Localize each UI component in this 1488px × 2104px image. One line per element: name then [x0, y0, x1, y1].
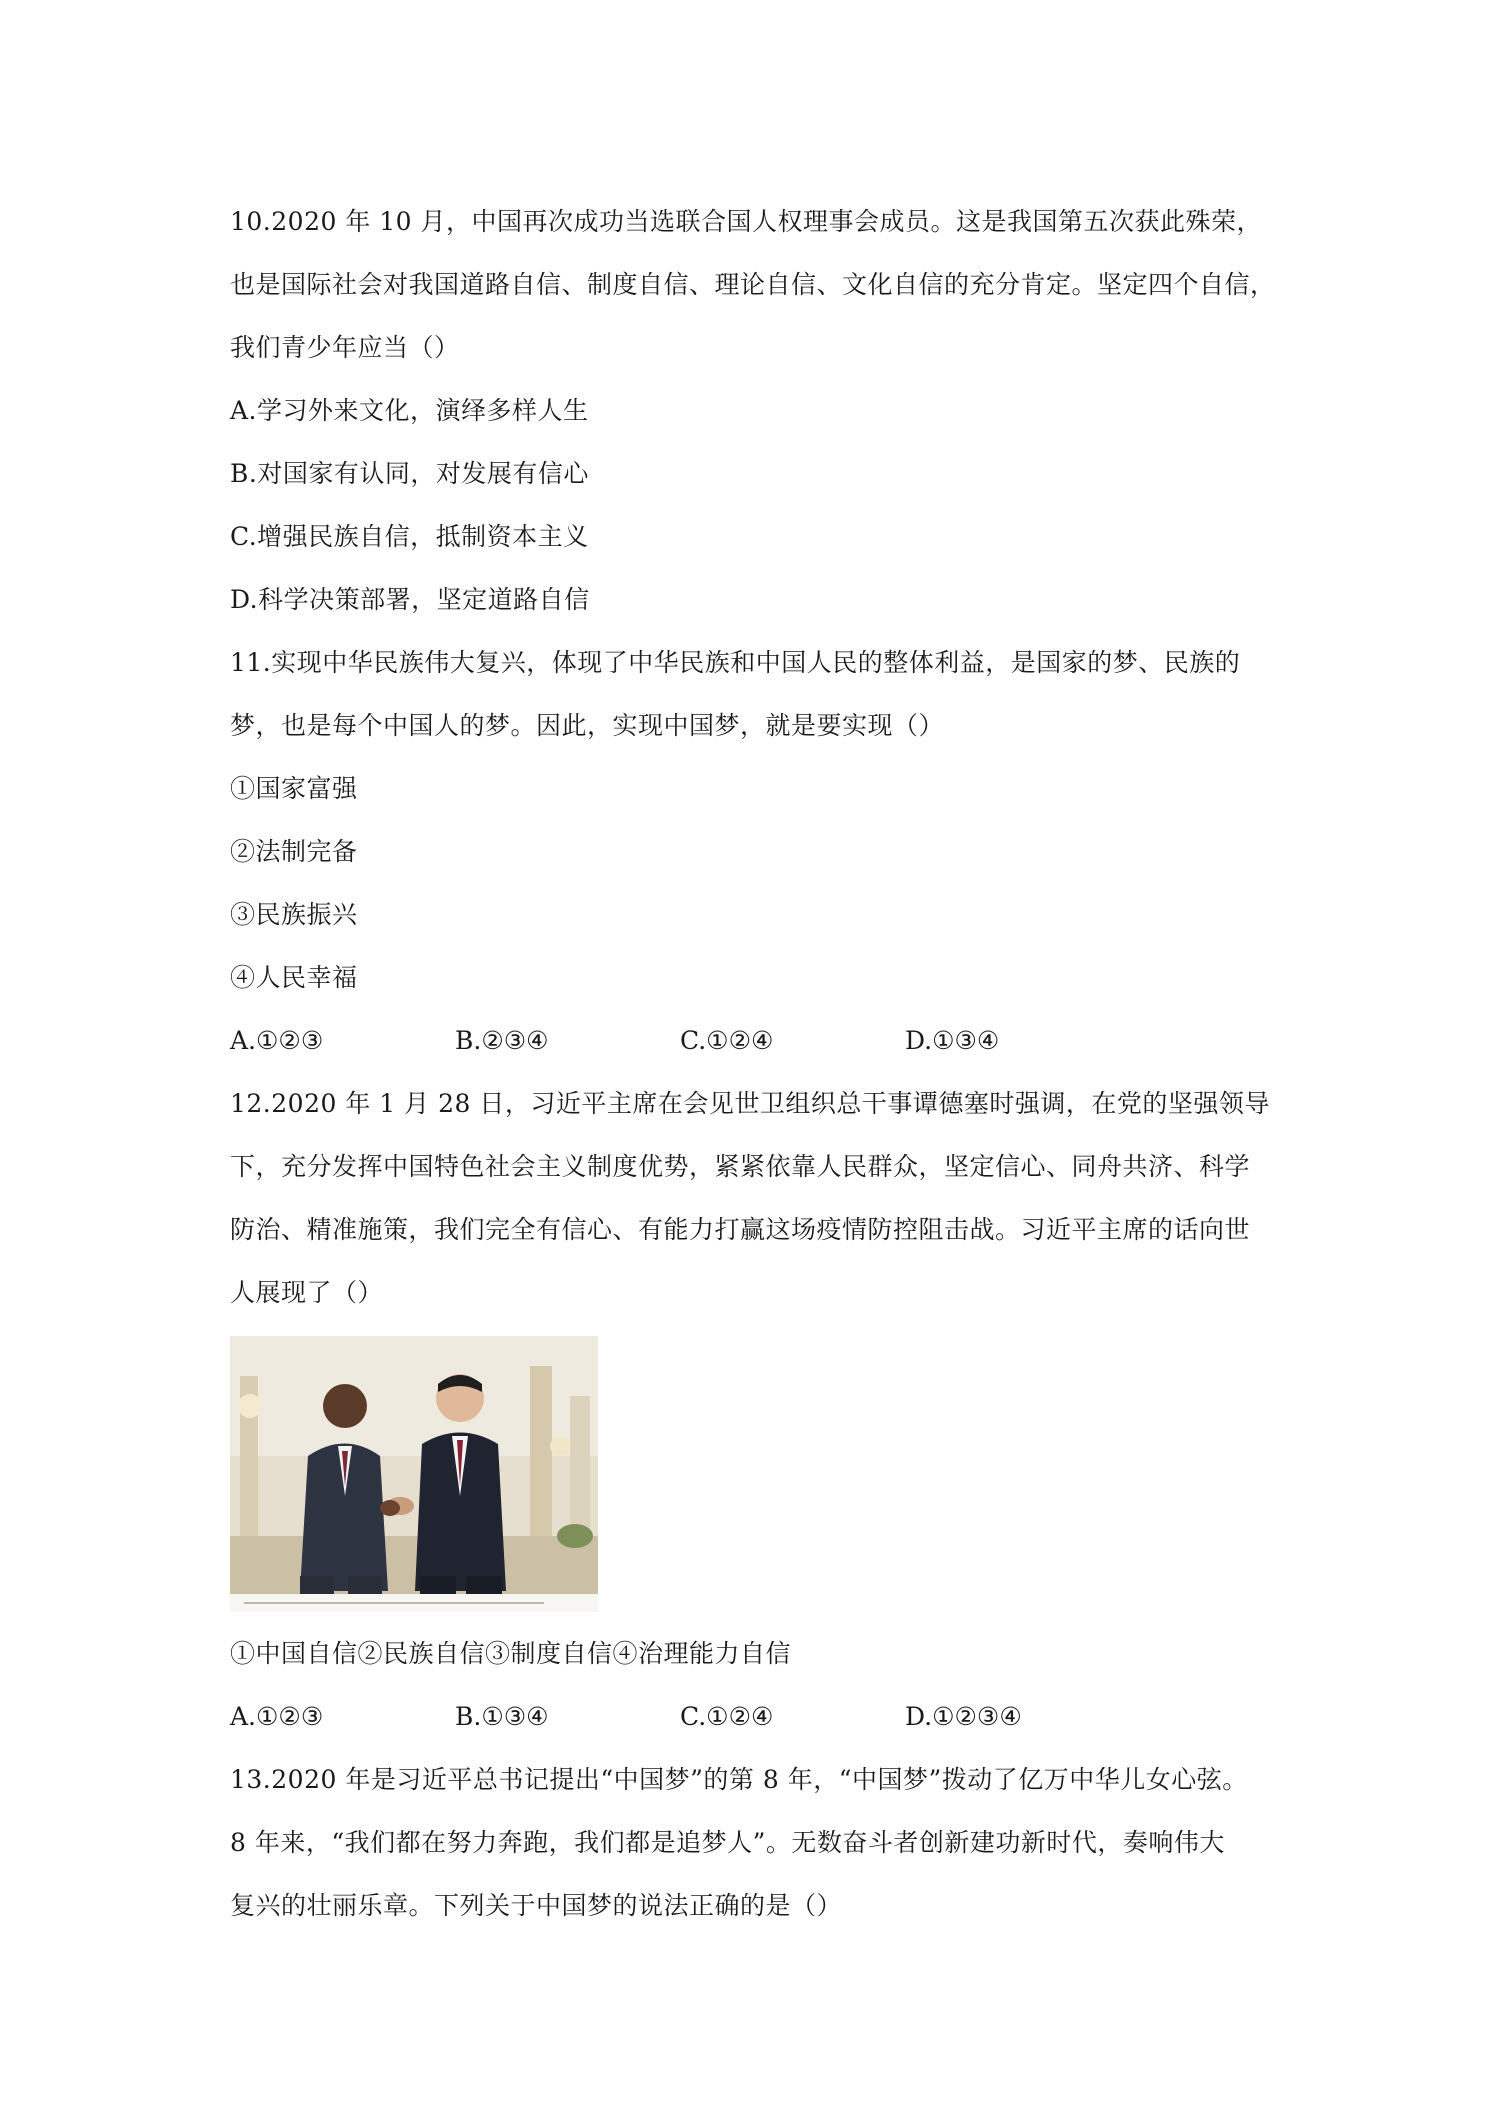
statement-item: ④人民幸福: [230, 963, 358, 992]
question-13: [230, 1748, 1270, 1937]
question-text-line: 下，充分发挥中国特色社会主义制度优势，紧紧依靠人民群众，坚定信心、同舟共济、科学: [230, 1152, 1251, 1181]
news-photo: [230, 1336, 598, 1612]
option-c: C.增强民族自信，抵制资本主义: [230, 522, 589, 551]
photo-caption: [230, 1594, 598, 1612]
question-text-line: 12.2020 年 1 月 28 日，习近平主席在会见世卫组织总干事谭德塞时强调，在党的坚强领导: [230, 1089, 1270, 1118]
statement-item: ①国家富强: [230, 774, 358, 803]
question-text-line: 13.2020 年是习近平总书记提出“中国梦”的第 8 年，“中国梦”拨动了亿万中华儿女心弦。: [230, 1765, 1248, 1794]
question-text-line: 10.2020 年 10 月，中国再次成功当选联合国人权理事会成员。这是我国第五次获此殊荣，: [230, 207, 1263, 236]
question-text-line: 也是国际社会对我国道路自信、制度自信、理论自信、文化自信的充分肯定。坚定四个自信，: [230, 270, 1276, 299]
question-text-line: 我们青少年应当（）: [230, 333, 460, 362]
option-c: C.①②④: [680, 1026, 774, 1055]
statement-item: ②法制完备: [230, 837, 358, 866]
question-text-line: 梦，也是每个中国人的梦。因此，实现中国梦，就是要实现（）: [230, 711, 945, 740]
option-b: B.①③④: [455, 1702, 549, 1731]
question-text-line: 11.实现中华民族伟大复兴，体现了中华民族和中国人民的整体利益，是国家的梦、民族的: [230, 648, 1241, 677]
option-d: D.科学决策部署，坚定道路自信: [230, 585, 590, 614]
answer-options: [230, 1009, 1270, 1072]
option-a: A.学习外来文化，演绎多样人生: [230, 396, 589, 425]
option-a: A.①②③: [230, 1702, 324, 1731]
question-12: [230, 1072, 1270, 1748]
option-c: C.①②④: [680, 1702, 774, 1731]
question-text-line: 8 年来，“我们都在努力奔跑，我们都是追梦人”。无数奋斗者创新建功新时代，奏响伟大: [230, 1828, 1225, 1857]
question-11: [230, 631, 1270, 1072]
statement-item: ③民族振兴: [230, 900, 358, 929]
exam-page: [230, 190, 1276, 1937]
option-b: B.对国家有认同，对发展有信心: [230, 459, 589, 488]
question-text-line: 防治、精准施策，我们完全有信心、有能力打赢这场疫情防控阻击战。习近平主席的话向世: [230, 1215, 1251, 1244]
question-text-line: 复兴的壮丽乐章。下列关于中国梦的说法正确的是（）: [230, 1891, 843, 1920]
option-d: D.①③④: [905, 1026, 1000, 1055]
question-text-line: 人展现了（）: [230, 1278, 384, 1307]
option-d: D.①②③④: [905, 1702, 1022, 1731]
option-a: A.①②③: [230, 1026, 324, 1055]
question-10: [230, 190, 1276, 631]
option-b: B.②③④: [455, 1026, 549, 1055]
answer-options: [230, 1685, 1270, 1748]
statement-items: ①中国自信②民族自信③制度自信④治理能力自信: [230, 1639, 792, 1668]
